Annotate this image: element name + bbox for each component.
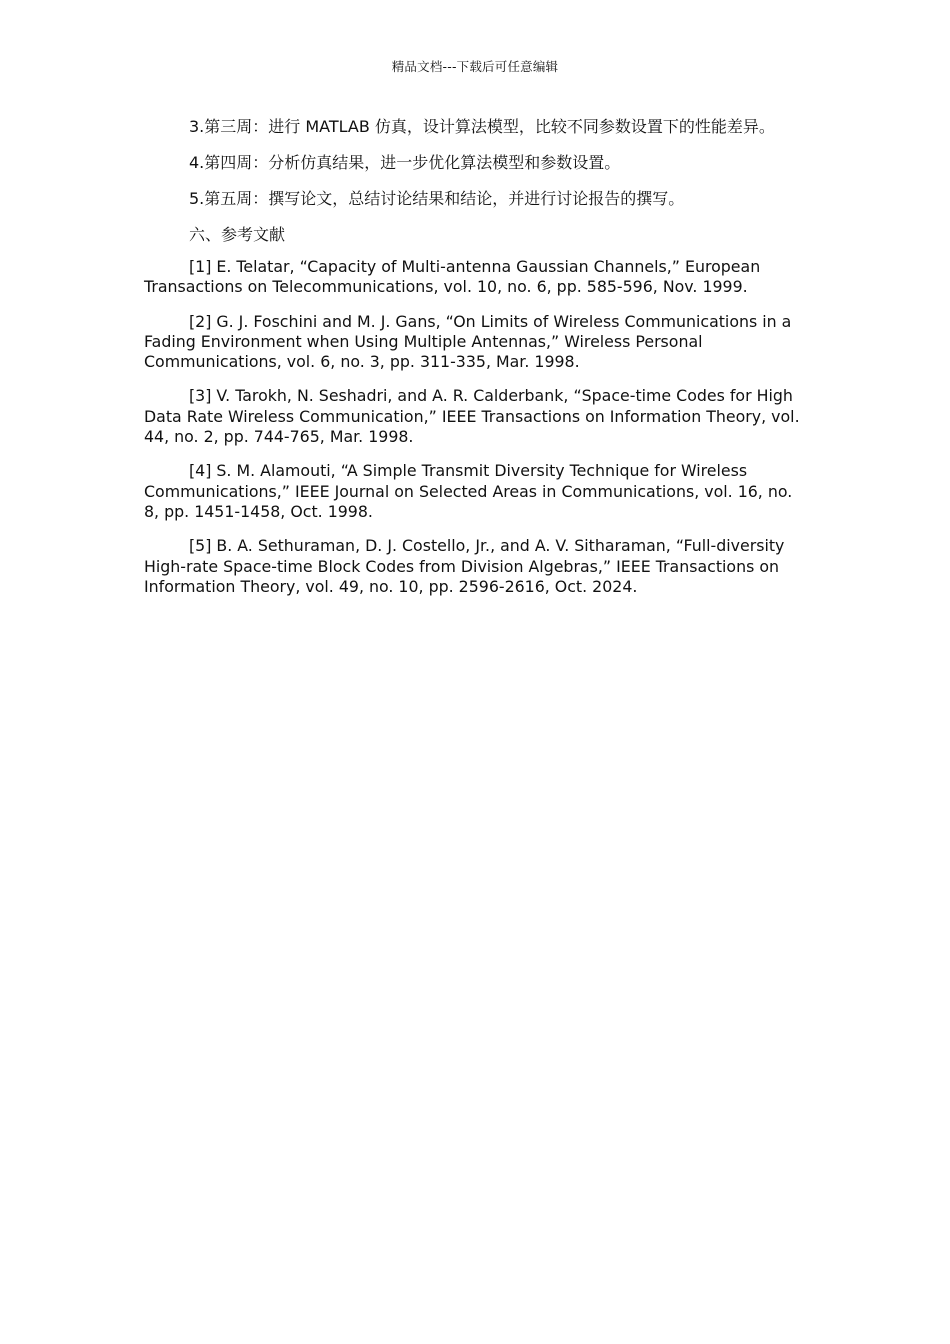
schedule-week-4: 4.第四周：分析仿真结果，进一步优化算法模型和参数设置。 xyxy=(189,153,621,172)
schedule-week-3: 3.第三周：进行 MATLAB 仿真，设计算法模型，比较不同参数设置下的性能差异。 xyxy=(189,117,775,136)
document-body xyxy=(144,116,804,611)
reference-item: [2] G. J. Foschini and M. J. Gans, “On Limits of Wireless Communications in a Fading Environment when Using Multiple Antennas,” Wireless Personal Communications, vol. 6, no. 3, pp. 311-335, Mar. 1998. xyxy=(144,311,792,372)
reference-item: [1] E. Telatar, “Capacity of Multi-antenna Gaussian Channels,” European Transactions on Telecommunications, vol. 10, no. 6, pp. 585-596, Nov. 1999. xyxy=(144,257,761,297)
references-heading: 六、参考文献 xyxy=(189,225,286,244)
schedule-week-5: 5.第五周：撰写论文，总结讨论结果和结论，并进行讨论报告的撰写。 xyxy=(189,189,685,208)
reference-item: [3] V. Tarokh, N. Seshadri, and A. R. Calderbank, “Space-time Codes for High Data Rate Wireless Communication,” IEEE Transactions on Information Theory, vol. 44, no. 2, pp. 744-765, Mar. 1998. xyxy=(144,386,800,447)
reference-item: [5] B. A. Sethuraman, D. J. Costello, Jr., and A. V. Sitharaman, “Full-diversity High-rate Space-time Block Codes from Division Algebras,” IEEE Transactions on Information Theory, vol. 49, no. 10, pp. 2596-2616, Oct. 2024. xyxy=(144,536,785,596)
page-header: 精品文档---下载后可任意编辑 xyxy=(391,59,559,74)
reference-item: [4] S. M. Alamouti, “A Simple Transmit Diversity Technique for Wireless Communications,” IEEE Journal on Selected Areas in Communications, vol. 16, no. 8, pp. 1451-1458, Oct. 1998. xyxy=(144,461,793,521)
